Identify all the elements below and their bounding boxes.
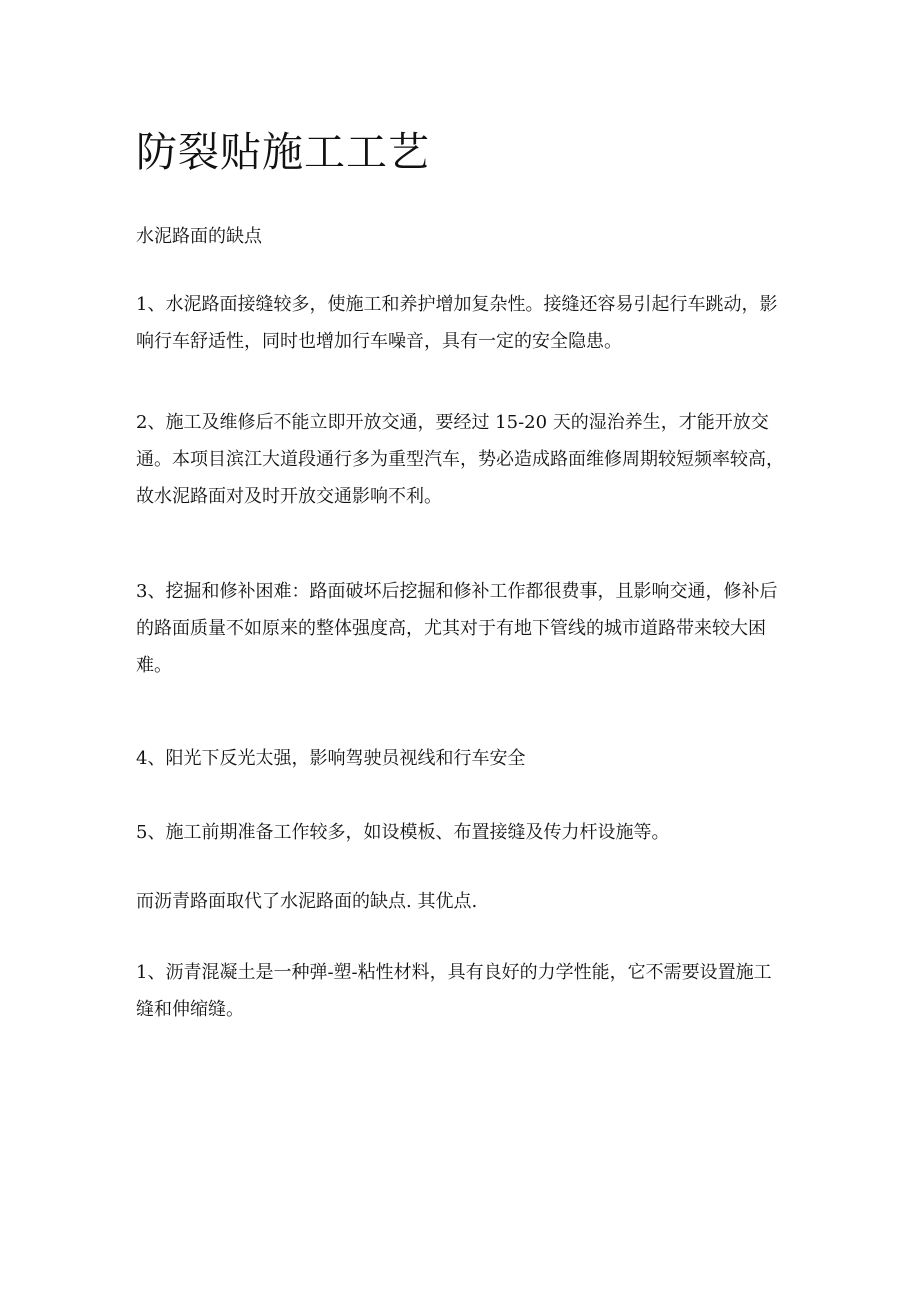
section-heading: 水泥路面的缺点 xyxy=(136,226,262,247)
paragraph: 1、水泥路面接缝较多，使施工和养护增加复杂性。接缝还容易引起行车跳动，影响行车舒适性，同时也增加行车噪音，具有一定的安全隐患。 xyxy=(136,294,778,352)
paragraph: 而沥青路面取代了水泥路面的缺点. 其优点. xyxy=(136,891,478,912)
paragraph: 1、沥青混凝土是一种弹-塑-粘性材料，具有良好的力学性能，它不需要设置施工缝和伸缩缝。 xyxy=(136,962,772,1020)
document-title: 防裂贴施工工艺 xyxy=(136,128,430,176)
paragraph: 3、挖掘和修补困难：路面破坏后挖掘和修补工作都很费事，且影响交通，修补后的路面质量不如原来的整体强度高，尤其对于有地下管线的城市道路带来较大困难。 xyxy=(136,581,778,676)
paragraph: 5、施工前期准备工作较多，如设模板、布置接缝及传力杆设施等。 xyxy=(136,822,670,843)
paragraph: 4、阳光下反光太强，影响驾驶员视线和行车安全 xyxy=(136,748,526,769)
paragraph: 2、施工及维修后不能立即开放交通，要经过 15-20 天的湿治养生，才能开放交通。本项目滨江大道段通行多为重型汽车，势必造成路面维修周期较短频率较高，故水泥路面对及时开放交通影响不利。 xyxy=(136,412,784,507)
